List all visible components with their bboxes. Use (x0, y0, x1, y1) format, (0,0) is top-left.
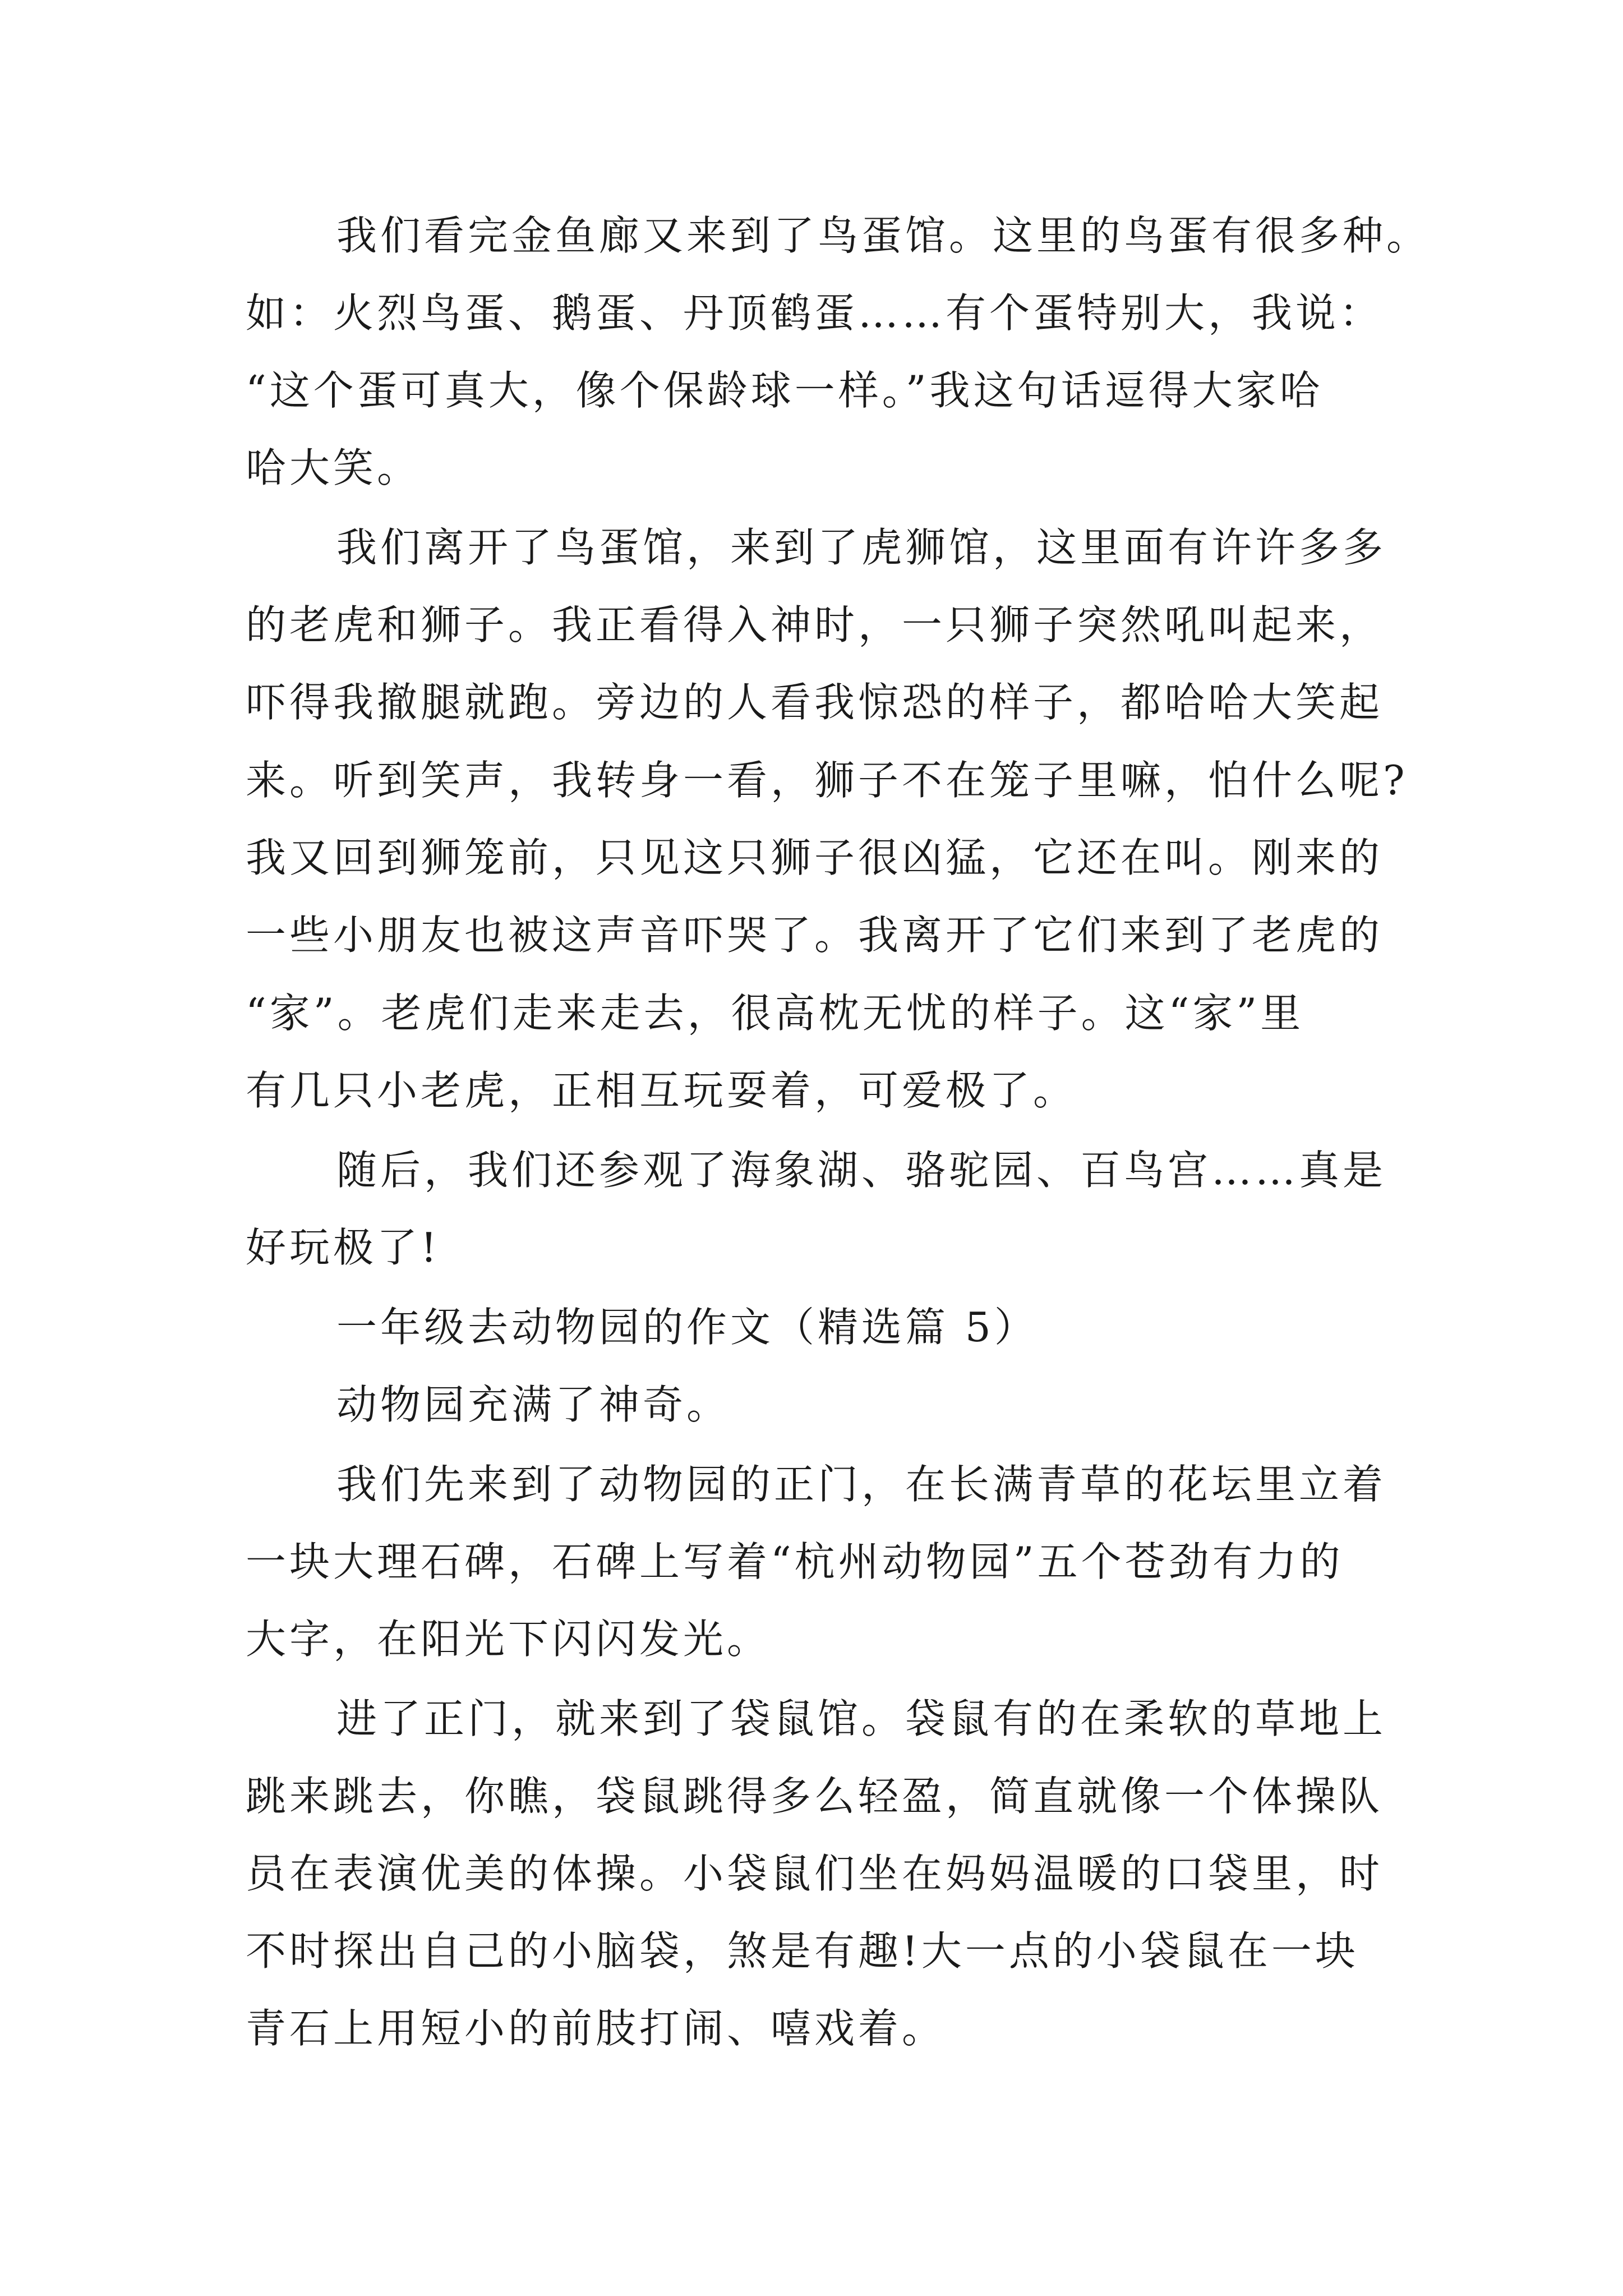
text-line: 大字，在阳光下闪闪发光。 (246, 1616, 771, 1663)
text-line: 不时探出自己的小脑袋，煞是有趣!大一点的小袋鼠在一块 (246, 1927, 1359, 1975)
text-line: 随后，我们还参观了海象湖、骆驼园、百鸟宫……真是 (336, 1147, 1387, 1194)
text-line: 一些小朋友也被这声音吓哭了。我离开了它们来到了老虎的 (246, 912, 1384, 959)
text-line: 青石上用短小的前肢打闹、嘻戏着。 (246, 2005, 946, 2052)
text-line: 我们离开了鸟蛋馆，来到了虎狮馆，这里面有许许多多 (336, 524, 1387, 571)
text-line: 动物园充满了神奇。 (336, 1381, 731, 1428)
text-line: “家”。老虎们走来走去，很高枕无忧的样子。这“家”里 (246, 990, 1304, 1037)
text-line: 我又回到狮笼前，只见这只狮子很凶猛，它还在叫。刚来的 (246, 834, 1384, 881)
text-line: 跳来跳去，你瞧，袋鼠跳得多么轻盈，简直就像一个体操队 (246, 1773, 1384, 1820)
text-line: 好玩极了! (246, 1224, 440, 1271)
text-line: 哈大笑。 (246, 444, 421, 491)
section-heading: 一年级去动物园的作文（精选篇 5） (336, 1304, 1038, 1351)
text-line: 进了正门，就来到了袋鼠馆。袋鼠有的在柔软的草地上 (336, 1695, 1387, 1742)
text-line: 吓得我撤腿就跑。旁边的人看我惊恐的样子，都哈哈大笑起 (246, 679, 1384, 726)
text-line: 来。听到笑声，我转身一看，狮子不在笼子里嘛，怕什么呢? (246, 757, 1408, 804)
text-line: 我们先来到了动物园的正门，在长满青草的花坛里立着 (336, 1461, 1387, 1508)
text-line: 我们看完金鱼廊又来到了鸟蛋馆。这里的鸟蛋有很多种。 (336, 212, 1431, 259)
text-line: “这个蛋可真大，像个保龄球一样。”我这句话逗得大家哈 (246, 367, 1324, 414)
text-line: 有几只小老虎，正相互玩耍着，可爱极了。 (246, 1067, 1077, 1114)
text-line: 的老虎和狮子。我正看得入神时，一只狮子突然吼叫起来， (246, 601, 1384, 648)
text-line: 员在表演优美的体操。小袋鼠们坐在妈妈温暖的口袋里，时 (246, 1850, 1384, 1897)
text-line: 如：火烈鸟蛋、鹅蛋、丹顶鹤蛋……有个蛋特别大，我说： (246, 289, 1384, 337)
text-line: 一块大理石碑，石碑上写着“杭州动物园”五个苍劲有力的 (246, 1538, 1344, 1585)
